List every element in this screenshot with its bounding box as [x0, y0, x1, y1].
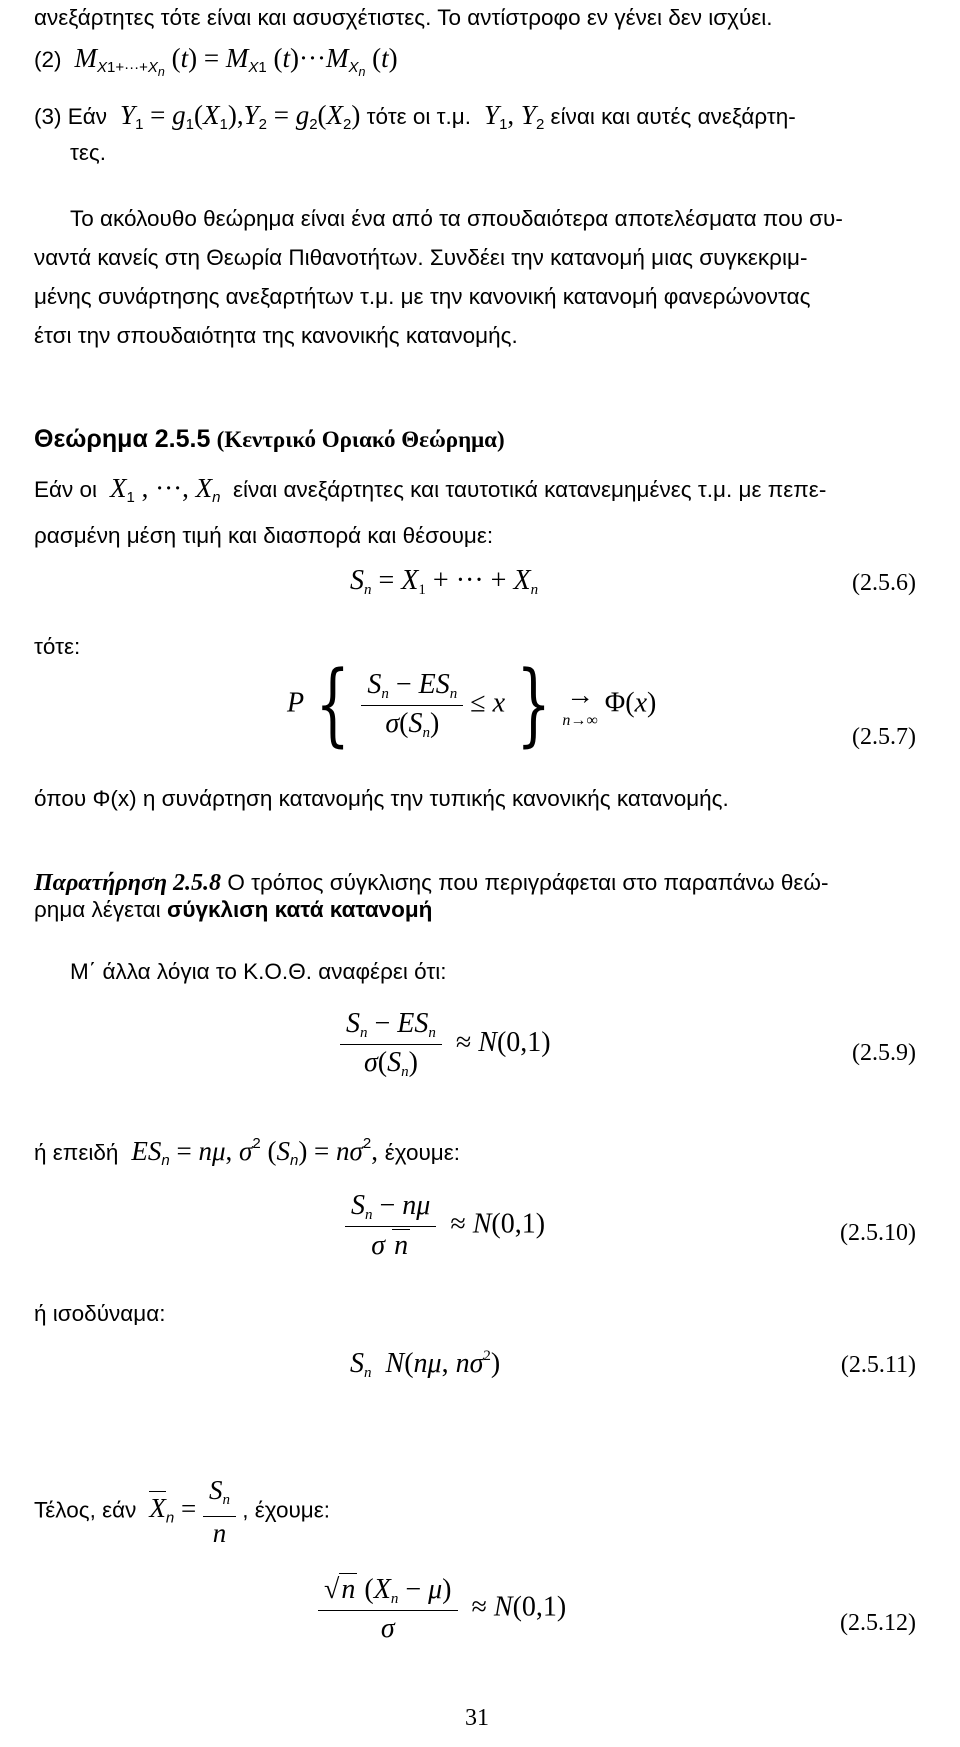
equation-number-6: (2.5.6) — [852, 570, 916, 596]
isodynama-line — [34, 1300, 165, 1328]
equation-2-5-10: $\frac{S_n - n\mu}{\text{σ n}}$ ≈ N(0,1) — [345, 1190, 545, 1262]
equation-number-11: (2.5.11) — [840, 1352, 916, 1378]
tote-label — [34, 633, 80, 661]
text-t1-a: Εάν οι — [34, 477, 98, 502]
theorem-name: (Κεντρικό Οριακό Θεώρημα) — [216, 427, 505, 452]
remark-bold: σύγκλιση κατά κατανομή — [166, 897, 433, 922]
text-isodynama: ή ισοδύναμα: — [34, 1301, 166, 1326]
equation-2-5-11: $S_n$ N(nμ, $n\sigma^2$) — [350, 1348, 501, 1381]
text-l4: τες. — [70, 140, 107, 165]
text-l1: ανεξάρτητες τότε είναι και ασυσχέτιστες. Το αντίστροφο εν γένει δεν ισχύει. — [34, 5, 773, 30]
paragraph-line-3 — [34, 283, 810, 311]
equation-number-12: (2.5.12) — [840, 1610, 916, 1636]
equation-2-5-7: P { $\frac{S_n - ES_n}{\sigma(S_n)}$ ≤ x } → n→∞ Φ(x) — [287, 652, 657, 757]
item-label-2: (2) — [34, 47, 62, 72]
text-opou: όπου Φ(x) η συνάρτηση κατανομής την τυπικής κανονικής κατανομής. — [34, 786, 729, 811]
theorem-heading — [34, 425, 505, 454]
text-p2: ναντά κανείς στη Θεωρία Πιθανοτήτων. Συνδέει την κατανομή μιας συγκεκριμ- — [34, 245, 808, 270]
property-2: (2) $M_{X1+\cdot\cdot\cdot+X_n}$ $(t) = M_{X1}$ $(t)\cdot\cdot\cdot M_{X_n}$ (t) — [34, 43, 398, 79]
text-p1: Το ακόλουθο θεώρημα είναι ένα από τα σπουδαιότερα αποτελέσματα που συ- — [70, 206, 843, 231]
remark-text2: ρημα λέγεται — [34, 897, 161, 922]
epeidi-line: ή επειδή $ES_n = n\mu$, $\sigma^2$ $(S_n) = n\sigma^2$, έχουμε: — [34, 1135, 461, 1169]
text-l3-mid: τότε οι τ.μ. — [366, 104, 472, 129]
theorem-title: Θεώρημα 2.5.5 — [34, 425, 211, 453]
opou-line — [34, 785, 729, 813]
text-tote: τότε: — [34, 634, 81, 659]
text-line-1 — [34, 4, 773, 32]
theorem-line-1: Εάν οι $X_1$ , ···, $X_n$ είναι ανεξάρτητες και ταυτοτικά κατανεμημένες τ.μ. με πεπε- — [34, 473, 827, 506]
equation-2-5-6: $S_n = X_1$ + ··· + $X_n$ — [350, 565, 539, 598]
equation-number-7: (2.5.7) — [852, 724, 916, 750]
text-epeidi: ή επειδή — [34, 1140, 119, 1165]
equation-2-5-12: $\frac{√n (X_n - \mu)}{\sigma}$ ≈ N(0,1) — [318, 1573, 566, 1645]
text-p3: μένης συνάρτησης ανεξαρτήτων τ.μ. με την κανονική κατανομή φανερώνοντας — [34, 284, 811, 309]
text-telos: Τέλος, εάν — [34, 1497, 137, 1523]
text-malla: Μ΄ άλλα λόγια το Κ.Ο.Θ. αναφέρει ότι: — [70, 959, 447, 984]
paragraph-line-4 — [34, 322, 518, 350]
remark-text: Ο τρόπος σύγκλισης που περιγράφεται στο παραπάνω θεώ- — [227, 870, 829, 895]
malla-line — [70, 958, 447, 986]
text-exoume: έχουμε: — [384, 1140, 461, 1165]
remark-title: Παρατήρηση 2.5.8 — [34, 870, 222, 896]
remark-line-2 — [34, 896, 432, 924]
item-label-3: (3) Εάν — [34, 104, 108, 129]
theorem-line-2 — [34, 522, 493, 550]
telos-line: Τέλος, εάν $X_n$ = $\frac{S_n}{n}$ , έχουμε: — [34, 1475, 331, 1548]
text-line-4 — [70, 139, 106, 167]
page-number: 31 — [465, 1705, 489, 1731]
text-exoume2: , έχουμε: — [242, 1497, 331, 1523]
equation-2-5-9: $\frac{S_n - ES_n}{\sigma(S_n)}$ ≈ N(0,1) — [340, 1008, 551, 1081]
text-t1-b: είναι ανεξάρτητες και ταυτοτικά κατανεμημένες τ.μ. με πεπε- — [232, 477, 827, 502]
equation-number-10: (2.5.10) — [840, 1220, 916, 1246]
paragraph-line-2 — [34, 244, 807, 272]
text-p4: έτσι την σπουδαιότητα της κανονικής κατανομής. — [34, 323, 518, 348]
property-3: (3) Εάν $Y_1 = g_1(X_1),Y_2 = g_2(X_2)$ τότε οι τ.μ. $Y_1$, $Y_2$ είναι και αυτές ανεξάρτη- — [34, 100, 796, 133]
text-t2: ρασμένη μέση τιμή και διασπορά και θέσουμε: — [34, 523, 494, 548]
remark-line-1 — [34, 869, 828, 897]
paragraph-line-1 — [70, 205, 843, 233]
equation-number-9: (2.5.9) — [852, 1040, 916, 1066]
text-l3-end: είναι και αυτές ανεξάρτη- — [550, 104, 796, 129]
